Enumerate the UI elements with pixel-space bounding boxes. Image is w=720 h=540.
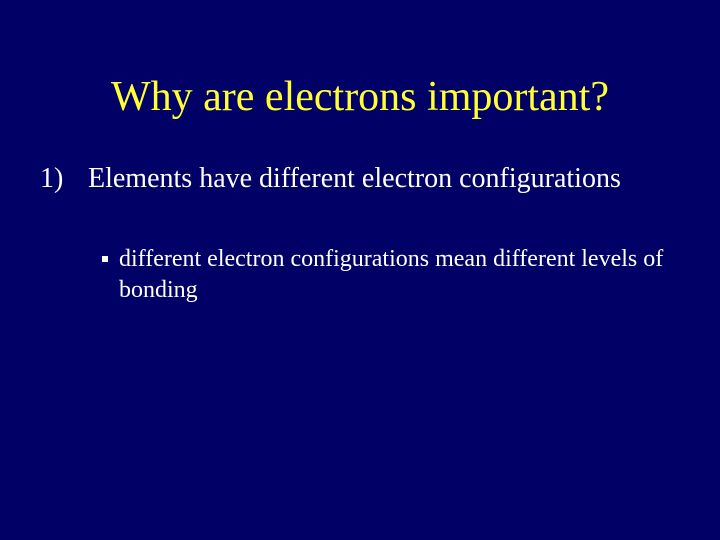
list-item-text: Elements have different electron configurations [88, 163, 621, 194]
square-bullet-icon [102, 256, 108, 262]
slide-title: Why are electrons important? [111, 74, 609, 120]
sub-list-item-text: different electron configurations mean different levels of bonding [119, 246, 664, 303]
list-item-number: 1) [40, 163, 64, 194]
